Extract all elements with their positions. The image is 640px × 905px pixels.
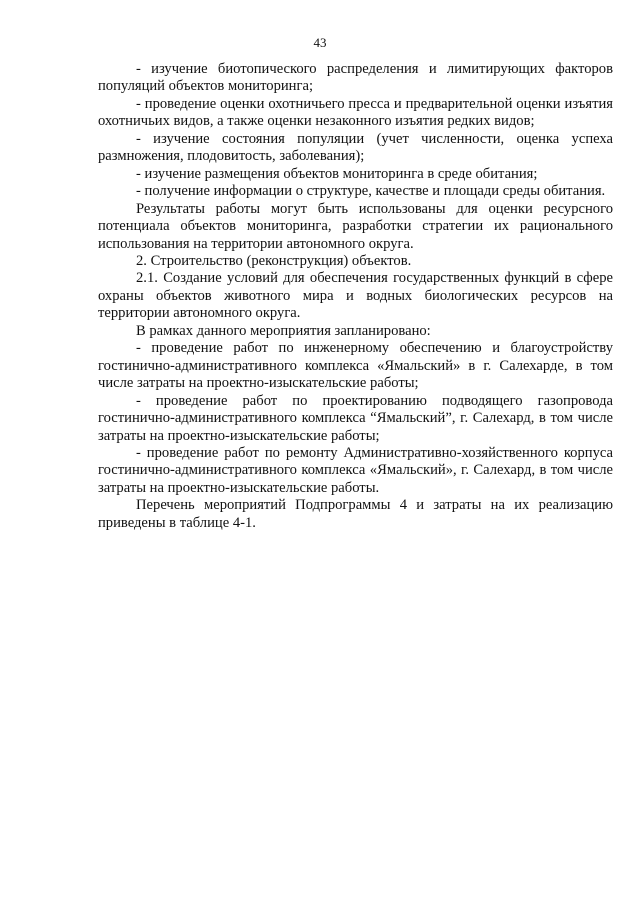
bullet-building-repair: - проведение работ по ремонту Административно-хозяйственного корпуса гостинично-административного комплекса «Ямальский», г. Салехард, в том числе затраты на проектно-изыскательские работы.	[98, 444, 613, 496]
document-body	[98, 61, 613, 532]
bullet-population-state: - изучение состояния популяции (учет численности, оценка успеха размножения, плодовитость, заболевания);	[98, 130, 613, 165]
planned-activities-intro: В рамках данного мероприятия запланировано:	[136, 322, 431, 339]
page-number: 43	[313, 35, 327, 50]
bullet-habitat-information: - получение информации о структуре, качестве и площади среды обитания.	[136, 183, 606, 200]
closing-paragraph: Перечень мероприятий Подпрограммы 4 и затраты на их реализацию приведены в таблице 4-1.	[98, 497, 613, 531]
results-paragraph: Результаты работы могут быть использованы для оценки ресурсного потенциала объектов мониторинга, разработки стратегии их рационального использования на территории автономного округа.	[98, 200, 613, 252]
bullet-gas-pipeline: - проведение работ по проектированию подводящего газопровода гостинично-административного комплекса “Ямальский”, г. Салехард, в том числе затраты на проектно-изыскательские работы;	[98, 392, 613, 444]
bullet-biotopic-distribution: - изучение биотопического распределения и лимитирующих факторов популяций объектов мониторинга;	[98, 61, 613, 95]
bullet-hunting-pressure: - проведение оценки охотничьего пресса и предварительной оценки изъятия охотничьих видов, а также оценки незаконного изъятия редких видов;	[98, 95, 613, 130]
section-heading-construction: 2. Строительство (реконструкция) объектов.	[136, 252, 412, 269]
bullet-habitat-placement: - изучение размещения объектов мониторинга в среде обитания;	[136, 165, 538, 182]
bullet-engineering-works: - проведение работ по инженерному обеспечению и благоустройству гостинично-административного комплекса «Ямальский» в г. Салехарде, в том числе затраты на проектно-изыскательские работы;	[98, 340, 613, 392]
subsection-2-1: 2.1. Создание условий для обеспечения государственных функций в сфере охраны объектов животного мира и водных биологических ресурсов на территории автономного округа.	[98, 270, 613, 322]
